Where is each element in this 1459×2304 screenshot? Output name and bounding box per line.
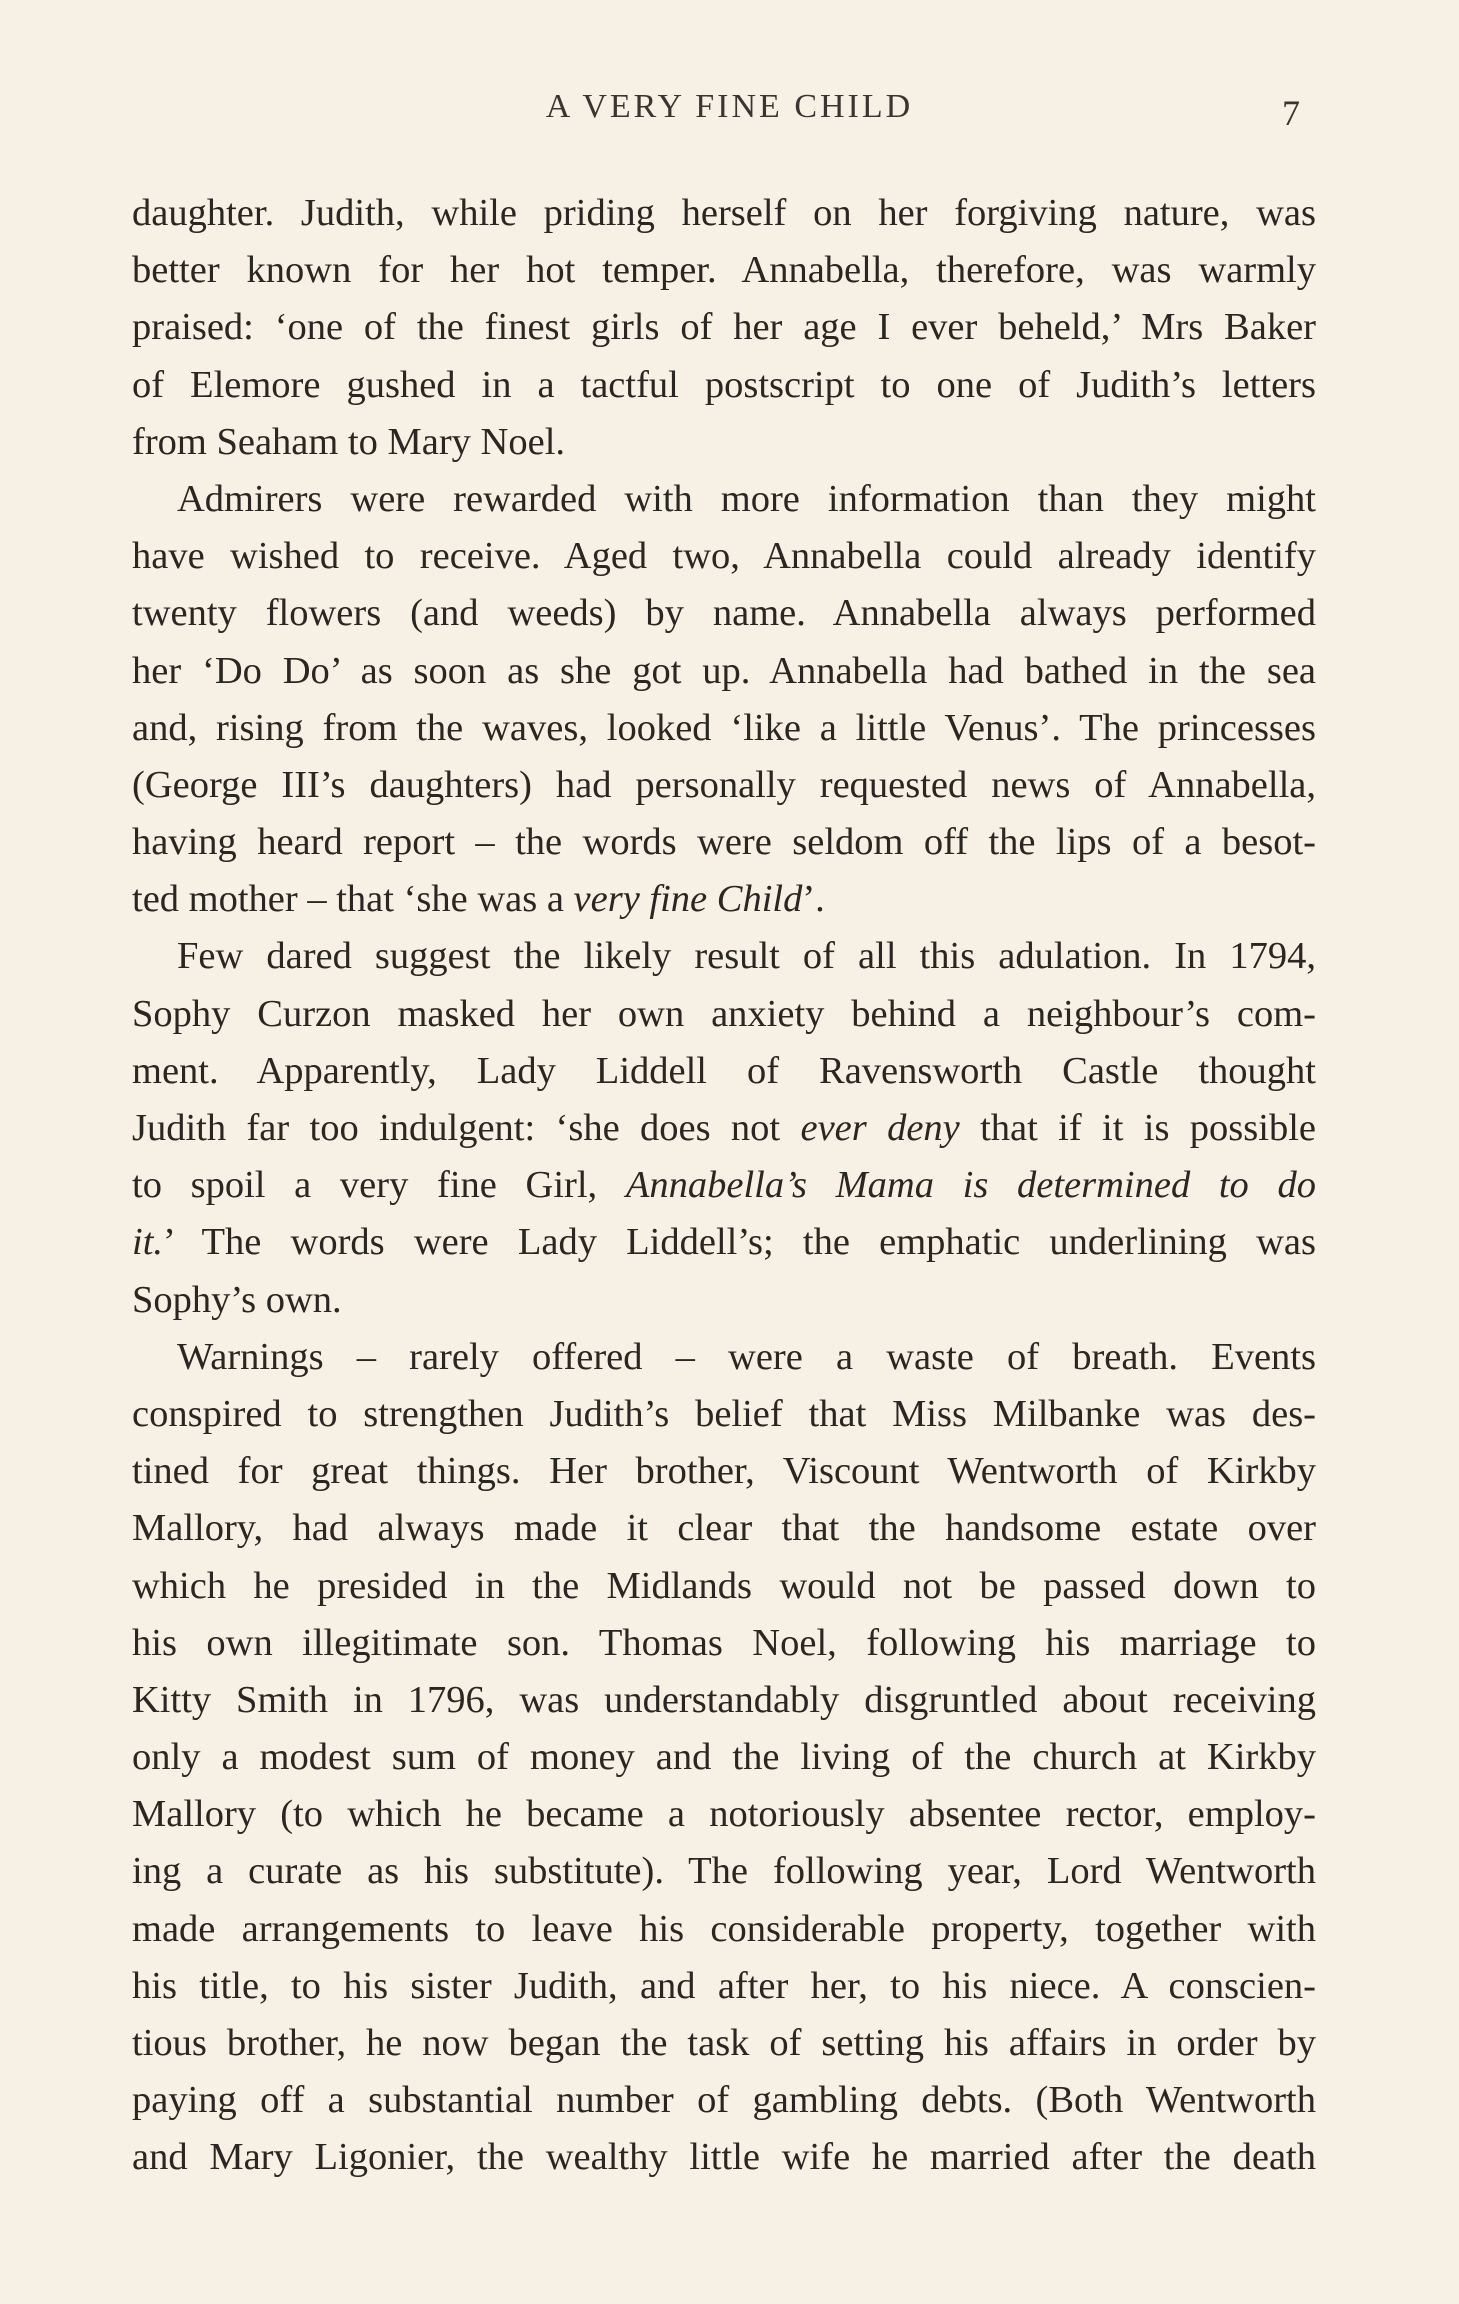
text-line: ted mother – that ‘she was a very fine Child’. [132,878,825,921]
text-line: of Elemore gushed in a tactful postscript to one of Judith’s letters [132,363,1316,406]
text-line: ing a curate as his substitute). The following year, Lord Wentworth [132,1850,1316,1893]
text-line: and, rising from the waves, looked ‘like a little Venus’. The princesses [132,706,1316,749]
text-line: having heard report – the words were seldom off the lips of a besot- [132,821,1316,864]
italic-emphasis: it. [132,1221,164,1264]
italic-emphasis: very fine Child [573,878,803,921]
text-line: Sophy Curzon masked her own anxiety behind a neighbour’s com- [132,992,1316,1035]
text-line: from Seaham to Mary Noel. [132,420,566,463]
text-line: tious brother, he now began the task of setting his affairs in order by [132,2022,1316,2064]
body-text [132,185,1316,2187]
italic-emphasis: Annabella’s Mama is determined to do [625,1164,1316,1207]
text-line: Judith far too indulgent: ‘she does not ever deny that if it is possible [132,1107,1316,1149]
running-head-title: A VERY FINE CHILD [545,88,914,125]
text-line: twenty flowers (and weeds) by name. Annabella always performed [132,592,1316,635]
text-line: Admirers were rewarded with more information than they might [177,477,1316,520]
text-line: Mallory, had always made it clear that the handsome estate over [132,1507,1316,1550]
text-line: Sophy’s own. [132,1278,342,1321]
text-line: his own illegitimate son. Thomas Noel, following his marriage to [132,1621,1316,1664]
text-line: better known for her hot temper. Annabella, therefore, was warmly [132,249,1316,292]
text-line: conspired to strengthen Judith’s belief that Miss Milbanke was des- [132,1392,1316,1435]
italic-emphasis: ever deny [800,1107,960,1149]
text-line: his title, to his sister Judith, and after her, to his niece. A conscien- [132,1964,1316,2007]
text-line: Few dared suggest the likely result of all this adulation. In 1794, [177,935,1316,978]
text-line: it.’ The words were Lady Liddell’s; the emphatic underlining was [132,1221,1316,1264]
text-line: and Mary Ligonier, the wealthy little wife he married after the death [132,2136,1316,2179]
text-line: tined for great things. Her brother, Viscount Wentworth of Kirkby [132,1450,1316,1493]
text-line: ment. Apparently, Lady Liddell of Ravensworth Castle thought [132,1049,1316,1092]
text-line: her ‘Do Do’ as soon as she got up. Annabella had bathed in the sea [132,649,1316,692]
text-line: praised: ‘one of the finest girls of her age I ever beheld,’ Mrs Baker [132,306,1316,349]
text-line: Kitty Smith in 1796, was understandably disgruntled about receiving [132,1678,1316,1721]
text-line: Mallory (to which he became a notoriously absentee rector, employ- [132,1793,1316,1836]
text-line: only a modest sum of money and the living of the church at Kirkby [132,1736,1316,1779]
text-line: which he presided in the Midlands would not be passed down to [132,1564,1316,1607]
text-line: to spoil a very fine Girl, Annabella’s Mama is determined to do [132,1164,1316,1207]
text-line: have wished to receive. Aged two, Annabella could already identify [132,535,1316,578]
text-line: (George III’s daughters) had personally requested news of Annabella, [132,763,1316,806]
text-line: paying off a substantial number of gambling debts. (Both Wentworth [132,2079,1316,2122]
text-line: daughter. Judith, while priding herself on her forgiving nature, was [132,192,1316,234]
text-line: made arrangements to leave his considerable property, together with [132,1907,1316,1950]
page-number: 7 [1282,93,1300,133]
text-line: Warnings – rarely offered – were a waste of breath. Events [177,1335,1316,1378]
